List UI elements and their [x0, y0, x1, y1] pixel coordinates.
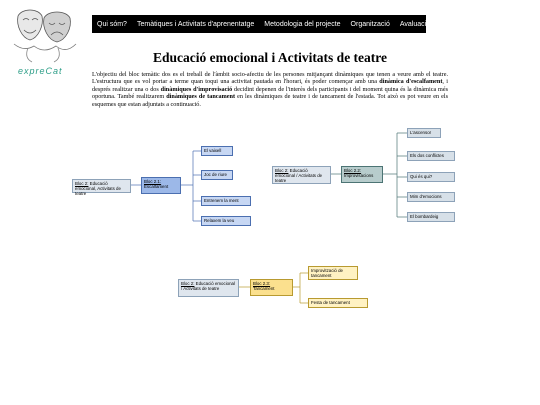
d2-leaf: Qui és qui?	[407, 172, 455, 182]
intro-text: en les dinàmiques de teatre i de tancament de l'estada. Tot això es pot veure en els esquemes que estan adjuntats a continuació.	[92, 93, 448, 108]
d2-leaf: Mim d'emocions	[407, 192, 455, 202]
d3-root-code: Bloc 2:	[181, 281, 195, 286]
d1-leaf: Relaxem la veu	[201, 216, 251, 226]
d2-root-label: Educació emocional / Activitats de teatre	[275, 168, 323, 183]
d1-root-node	[72, 179, 131, 196]
d3-leaf: Festa de tancament	[308, 298, 368, 308]
d2-leaf: L'ascensor	[407, 128, 441, 138]
intro-text: L'objectiu del bloc temàtic dos es el treball de l'àmbit socio-afectiu de les persones mitjançant dinàmiques que tenen a veure amb el teatre. L'estructura que es vol portar a terme quan toqui una activitat pautada en l'horari, és poder començar amb una	[92, 71, 448, 86]
d2-leaf: Els dos conflictes	[407, 151, 455, 161]
d3-leaf: Improvització de tancament	[308, 266, 358, 280]
d1-leaf: Entrenem la ment	[201, 196, 251, 206]
d2-leaf: El bombardeig	[407, 212, 455, 222]
d2-root-node	[272, 166, 331, 184]
page-title: Educació emocional i Activitats de teatre	[152, 50, 388, 65]
d1-root-code: Bloc 2:	[75, 181, 89, 186]
d3-mid-code: Bloc 2.3:	[253, 281, 271, 286]
nav-item-avaluacio[interactable]: Avaluació	[399, 20, 431, 28]
d1-root-label: Educació emocional, Activitats de teatre	[75, 181, 121, 196]
intro-bold-escalfament: dinàmica d'escalfament	[379, 78, 443, 86]
nav-item-organitzacio[interactable]: Organització	[350, 20, 390, 28]
d1-leaf: El vaixell	[201, 146, 233, 156]
nav-item-metodologia[interactable]: Metodologia del projecte	[264, 20, 341, 28]
logo-text: expreCat	[18, 66, 63, 76]
d1-mid-code: Bloc 2.1:	[144, 179, 162, 184]
d1-mid-node	[141, 177, 181, 194]
intro-bold-improvisacio: dinàmiques d'improvisació	[160, 85, 233, 93]
d2-mid-label: Improvisacions	[344, 173, 374, 178]
d2-mid-code: Bloc 2.2:	[344, 168, 362, 173]
d3-mid-label: Tancament	[253, 286, 275, 291]
d3-root-node	[178, 279, 239, 297]
d3-mid-node	[250, 279, 293, 296]
d2-mid-node	[341, 166, 383, 183]
d2-root-code: Bloc 2:	[275, 168, 289, 173]
intro-text: , i després realitzar una o dos	[92, 78, 448, 93]
nav-item-qui-som[interactable]: Qui sóm?	[97, 20, 127, 28]
nav-item-tematiques[interactable]: Temàtiques i Activitats d'aprenentatge	[136, 20, 255, 28]
intro-bold-tancament: dinàmiques de tancament	[166, 93, 236, 101]
d1-leaf: Joc de riure	[201, 170, 233, 180]
d1-mid-label: Escalfament	[144, 184, 169, 189]
intro-text: decidint depenen de l'interès dels participants i del moment quina és la dinàmica més oportuna. També realitzarem	[92, 85, 448, 101]
d3-root-label: Educació emocional / Activitats de teatre	[181, 281, 235, 291]
